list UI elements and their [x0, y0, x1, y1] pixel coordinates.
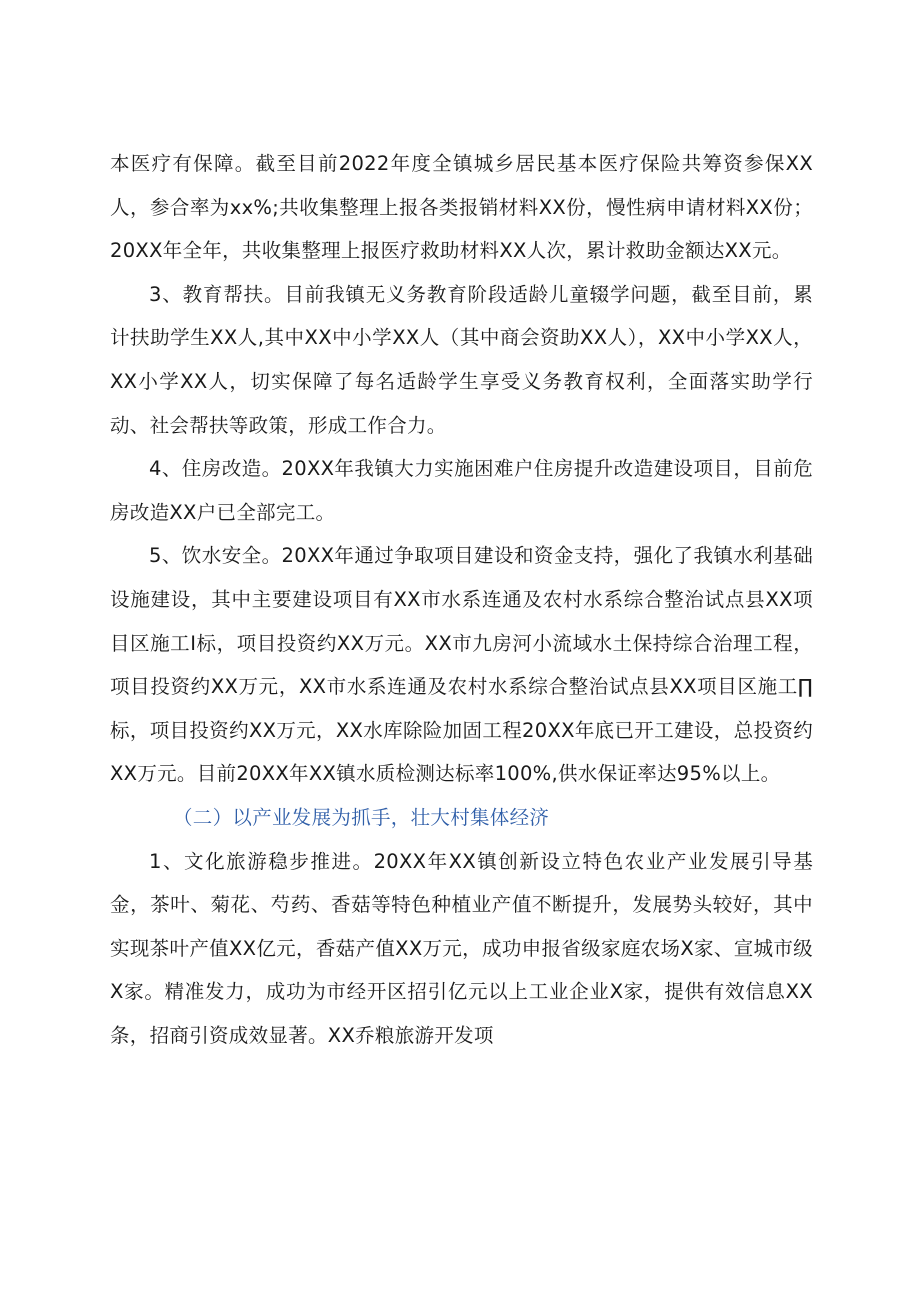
- paragraph-education-support: 3、教育帮扶。目前我镇无义务教育阶段适龄儿童辍学问题，截至目前，累计扶助学生XX人,其中XX中小学XX人（其中商会资助XX人），XX中小学XX人，XX小学XX人，切实保障了每名适龄学生享受义务教育权利，全面落实助学行动、社会帮扶等政策，形成工作合力。: [110, 282, 813, 437]
- paragraph-culture-tourism: 1、文化旅游稳步推进。20XX年XX镇创新设立特色农业产业发展引导基金，茶叶、菊花、芍药、香菇等特色种植业产值不断提升，发展势头较好，其中实现茶叶产值XX亿元，香菇产值XX万元，成功申报省级家庭农场X家、宣城市级X家。精准发力，成功为市经开区招引亿元以上工业企业X家，提供有效信息XX条，招商引资成效显著。XX乔粮旅游开发项: [110, 849, 813, 1047]
- section-heading-industry: （二）以产业发展为抓手，壮大村集体经济: [173, 805, 550, 829]
- paragraph-drinking-water: 5、饮水安全。20XX年通过争取项目建设和资金支持，强化了我镇水利基础设施建设，其中主要建设项目有XX市水系连通及农村水系综合整治试点县XX项目区施工I标，项目投资约XX万元。XX市九房河小流域水土保持综合治理工程，项目投资约XX万元，XX市水系连通及农村水系综合整治试点县XX项目区施工∏标，项目投资约XX万元，XX水库除险加固工程20XX年底已开工建设，总投资约XX万元。目前20XX年XX镇水质检测达标率100%,供水保证率达95%以上。: [110, 544, 813, 786]
- paragraph-housing-renovation: 4、住房改造。20XX年我镇大力实施困难户住房提升改造建设项目，目前危房改造XX户已全部完工。: [110, 457, 813, 524]
- paragraph-medical-insurance: 本医疗有保障。截至目前2022年度全镇城乡居民基本医疗保险共筹资参保XX人，参合率为xx%;共收集整理上报各类报销材料XX份，慢性病申请材料XX份；20XX年全年，共收集整理上报医疗救助材料XX人次，累计救助金额达XX元。: [110, 152, 813, 263]
- document-page: [110, 142, 813, 1057]
